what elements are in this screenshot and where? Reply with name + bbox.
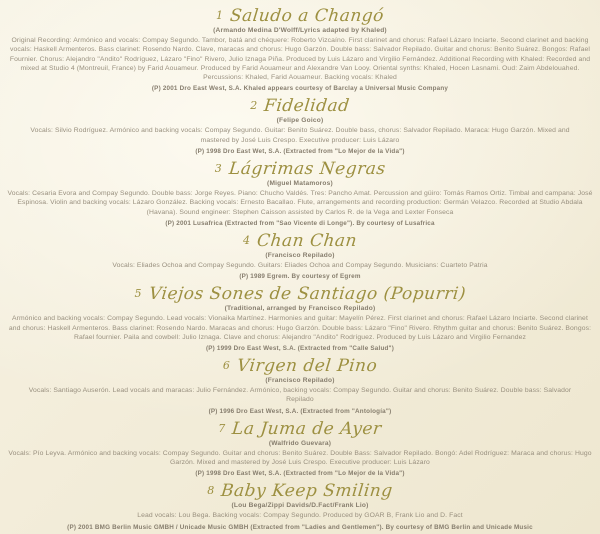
track-title-row	[6, 96, 594, 116]
copyright-notice: (P) 1996 Dro East West, S.A. (Extracted from "Antología")	[208, 407, 392, 415]
track-section	[6, 159, 594, 228]
track-composer: (Traditional, arranged by Francisco Repilado)	[224, 305, 376, 313]
track-credits: Vocals: Silvio Rodríguez. Armónico and backing vocals: Compay Segundo. Guitar: Benito Suárez. Double bass, chorus: Salvador Repilado. Maraca: Hugo Garzón. Mixed and mastered by José Luis Crespo. Executive producer: Luis Lázaro	[30, 127, 570, 144]
track-title: La Juma de Ayer	[231, 418, 383, 439]
track-section	[6, 6, 594, 93]
track-title: Baby Keep Smiling	[220, 481, 394, 502]
track-section	[6, 419, 594, 479]
track-title-row	[6, 419, 594, 439]
track-title: Fidelidad	[263, 96, 351, 117]
track-title: Viejos Sones de Santiago (Popurri)	[147, 284, 467, 305]
track-section	[6, 284, 594, 353]
track-composer: (Miguel Matamoros)	[267, 180, 333, 188]
track-number: 3	[214, 162, 222, 176]
track-composer: (Armando Medina D'Wolff/Lyrics adapted by Khaled)	[213, 27, 387, 34]
track-title: Saludo a Changó	[229, 6, 386, 26]
track-title-row	[6, 356, 594, 376]
track-number: 2	[250, 99, 258, 113]
copyright-notice: (P) 2001 Lusafrica (Extracted from "Sao Vicente di Longe"). By courtesy of Lusafrica	[165, 219, 435, 227]
track-composer: (Francisco Repilado)	[265, 377, 335, 385]
track-composer: (Felipe Goico)	[276, 117, 324, 125]
copyright-notice: (P) 1998 Dro East Wet, S.A. (Extracted from "Lo Mejor de la Vida")	[195, 470, 405, 478]
track-title-row	[6, 231, 594, 251]
track-section	[6, 356, 594, 416]
track-section	[6, 231, 594, 281]
track-number: 6	[222, 359, 230, 373]
track-credits: Vocals: Pío Leyva. Armónico and backing vocals: Compay Segundo. Guitar and chorus: Benito Suárez. Double Bass: Salvador Repilado. Bongó: Adel Rodríguez: Maraca and chorus: Hugo Garzón. Mixed and mastered by José Luis Crespo. Executive producer: Luis Lázaro	[8, 449, 592, 467]
track-credits: Vocals: Santiago Auserón. Lead vocals and maracas: Julio Fernández. Armónico, backing vocals: Compay Segundo. Guitar and chorus: Benito Suárez. Double bass: Salvador Repilado	[28, 387, 572, 404]
track-credits: Armónico and backing vocals: Compay Segundo. Lead vocals: Vionaika Martínez. Harmonies and guitar: Mayelín Pérez. First clarinet and chorus: Rafael Lázaro Inciarte. Second clarinet and chorus: Haskell Armenteros. Bass clarinet: Rosendo Nardo. Maracas and chorus: Hugo Garzón. Double bass: Lázaro "Fino" Rivero. Rhythm guitar and chorus: Benito Suárez. Bongos: Rafael fournier. Paila and cowbell: Julio Iznaga. Clave and chorus: Alejandro "Andito" Rodríguez. Produced by Luis Lázaro and Virgilio Fernandez	[8, 315, 592, 341]
track-composer: (Lou Bega/Zippi Davids/D.Fact/Frank Lio)	[231, 502, 369, 510]
track-title-row	[6, 6, 594, 26]
track-number: 5	[134, 287, 142, 301]
copyright-notice: (P) 1999 Dro East West, S.A. (Extracted from "Calle Salud")	[205, 345, 395, 353]
track-section	[6, 481, 594, 531]
track-credits: Vocals: Cesaria Evora and Compay Segundo. Double bass: Jorge Reyes. Piano: Chucho Valdés. Tres: Pancho Amat. Percussion and güiro: Tomás Ramos Ortiz. Timbal and campana: José Espinosa. Violin and backing vocals: Lázaro González. Backing vocals: Ernesto Bacallao. Flute, arrangements and recording production: Germán Velazco. Recorded at Studio Abdala (Havana). Sound engineer: Stephen Caisson assisted by Carlos R. de la Vega and Lexter Fonseca	[7, 190, 593, 216]
track-credits: Vocals: Eliades Ochoa and Compay Segundo. Guitars: Eliades Ochoa and Compay Segundo. Musicians: Cuarteto Patria	[112, 261, 488, 269]
track-credits: Lead vocals: Lou Bega. Backing vocals: Compay Segundo. Produced by GOAR B, Frank Lio and D. Fact	[137, 512, 463, 520]
track-credits: Original Recording: Armónico and vocals: Compay Segundo. Tambor, batá and chéquere: Roberto Vizcaíno. First clarinet and chorus: Rafael Lázaro Inciarte. Second clarinet and backing vocals: Haskell Armenteros. Bass clarinet: Rosendo Nardo. Clave, maracas and chorus: Hugo Garzón. Double bass: Salvador Repilado. Guitar and chorus: Benito Suárez. Bongos: Rafael Fournier. Chorus: Alejandro "Andito" Rodríguez, Lázaro "Fino" Rivero, Julio Iznaga Piña. Produced by Luis Lázaro and Virgilio Fernández. Additional Recording with Khaled: Recorded and mixed at Studio 4 (Montreuil, France) by Farid Aouameur. Produced by Farid Aouameur and Alexandre Van Looy. Oriental synths: Khaled, Hocen Lasnami. Oud: Zaim Abdelouahed. Percussions: Khaled, Farid Aouameur. Backing vocals: Khaled	[9, 37, 591, 82]
track-title-row	[6, 159, 594, 179]
copyright-notice: (P) 1998 Dro East Wet, S.A. (Extracted from "Lo Mejor de la Vida")	[195, 148, 405, 156]
track-number: 4	[243, 233, 250, 247]
track-composer: (Walfrido Guevara)	[268, 439, 332, 447]
track-section	[6, 96, 594, 156]
track-number: 8	[207, 484, 215, 498]
track-composer: (Francisco Repilado)	[265, 251, 335, 259]
track-title: Virgen del Pino	[235, 356, 379, 377]
track-number: 1	[216, 9, 224, 22]
copyright-notice: (P) 2001 Dro East West, S.A. Khaled appears courtesy of Barclay a Universal Music Company	[151, 85, 449, 93]
track-number: 7	[218, 421, 226, 435]
track-title-row	[6, 481, 594, 501]
track-title: Chan Chan	[256, 230, 359, 251]
track-title-row	[6, 284, 594, 304]
copyright-notice: (P) 1989 Egrem. By courtesy of Egrem	[239, 273, 361, 281]
copyright-notice: (P) 2001 BMG Berlin Music GMBH / Unicade Music GMBH (Extracted from "Ladies and Gentlemen"). By courtesy of BMG Berlin and Unicade Music	[67, 523, 533, 531]
track-title: Lágrimas Negras	[227, 159, 387, 180]
